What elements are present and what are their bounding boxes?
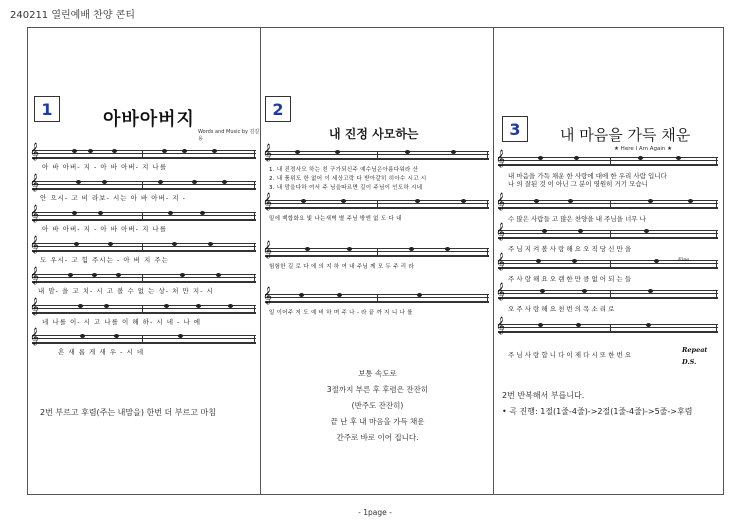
lyric-line: 도 우시- 고 힘 주시는 - 아 버 지 주는 (40, 256, 169, 264)
instruction-line: 3절까지 부른 후 후렴은 잔잔히 (326, 385, 429, 394)
lyric-line: 1. 내 진정사모 하는 친 구가되신주 예수님은아름다워라 산 (269, 167, 419, 173)
lyric-line: 아 바 아버- 지 - 아 바 아버- 지 나를 (42, 163, 167, 171)
song-title-2: 내 진정 사모하는 (329, 127, 419, 141)
music-staff: 𝄞 (32, 150, 256, 159)
lyric-line: 주 님 사 랑 합 니 다 이 제 다 시 또 한 번 요 (508, 351, 632, 359)
music-staff: 𝄞 (498, 230, 718, 239)
song-credit-1: Words and Music by 김길용 (198, 129, 260, 142)
song-column-2 (261, 28, 494, 494)
instruction-line: 간주로 바로 이어 집니다. (336, 433, 419, 442)
lyric-line: 일 이어주 저 도 예 비 하 며 주 나 - 라 끝 까 지 니 나 를 (269, 310, 413, 316)
lyric-line: 밑에 백합화요 빛 나는새벽 별 주님 밖엔 없 도 다 내 (269, 216, 402, 222)
instruction-line: • 곡 진행: 1절(1줄-4줄)->2절(1줄-4줄)->5줄->후렴 (502, 407, 693, 416)
music-staff: 𝄞 (498, 290, 718, 299)
lyric-line: 2. 내 품위도 한 없어 이 세상고락 다 받아갚히 히아수 시고 시 (269, 176, 427, 182)
song-number-2: 2 (265, 96, 291, 122)
song-column-3 (494, 28, 723, 494)
music-staff: 𝄞 (498, 200, 718, 209)
fine-label: Fine (678, 257, 690, 263)
repeat-label: Repeat (682, 346, 708, 354)
music-staff: 𝄞 (498, 324, 718, 333)
music-staff: 𝄞 (32, 274, 256, 283)
music-staff: 𝄞 (32, 305, 256, 314)
lyric-line: 3. 내 맘을다하 여서 주 님을따르면 길이 주님이 인도하 시네 (269, 185, 423, 191)
instruction-line: 보통 속도로 (358, 369, 397, 378)
music-staff: 𝄞 (32, 212, 256, 221)
instruction-line: (반주도 잔잔히) (351, 401, 404, 410)
song-number-1: 1 (34, 96, 60, 122)
lyric-line: 오 주 사 랑 해 요 천 번 의 목 소 리 로 (508, 305, 615, 313)
music-staff: 𝄞 (265, 248, 489, 257)
lyric-line: 흔 새 롭 게 새 우 - 시 네 (58, 348, 145, 356)
lyric-line: 나 의 잘된 것 이 아닌 그 분이 영원히 거기 모습니 (508, 180, 648, 188)
music-staff: 𝄞 (498, 260, 718, 269)
music-staff: 𝄞 (265, 151, 489, 160)
lyric-line: 수 많은 사람들 고 많은 찬양을 내 주님을 너무 나 (508, 215, 646, 223)
music-staff: 𝄞 (32, 181, 256, 190)
song-title-3: 내 마음을 가득 채운 (560, 126, 691, 144)
instruction-line: 2번 반복해서 부릅니다. (502, 391, 585, 400)
music-staff: 𝄞 (265, 294, 489, 303)
ds-label: D.S. (682, 358, 697, 366)
lyric-line: 내 맘- 을 고 치- 시 고 볼 수 없 는 상- 처 만 지- 시 (38, 287, 214, 295)
music-staff: 𝄞 (498, 157, 718, 166)
lyric-line: 내 마음을 가득 채운 한 사랑에 대에 한 우리 사람 입니다 (508, 172, 667, 180)
lyric-line: 험험한 길 로 다 에 의 지 하 여 내 주님 께 모 두 주 리 라 (269, 264, 415, 270)
music-staff: 𝄞 (32, 335, 256, 344)
lyric-line: 네 나를 이- 시 고 나를 이 해 하- 시 네 - 나 에 (42, 318, 202, 326)
song-number-3: 3 (502, 116, 528, 142)
song-subtitle-3: ★ Here I Am Again ★ (614, 146, 673, 152)
song-column-1 (28, 28, 261, 494)
lyric-line: 아 바 아버- 지 - 아 바 아버- 지 나를 (42, 225, 167, 233)
lyric-line: 안 으시- 고 비 라보- 시는 아 바 아버- 지 - (40, 194, 186, 202)
music-staff: 𝄞 (265, 200, 489, 209)
lyric-line: 주 님 지 켜 볼 사 랑 해 요 오 직 당 신 만 을 (508, 245, 632, 253)
lyric-line: 주 사 랑 해 요 오 랜 한 만 큼 없 어 되 는 들 (508, 275, 632, 283)
document-header: 240211 열린예배 찬양 콘티 (10, 10, 135, 21)
song-sheet-frame (27, 27, 724, 495)
song-title-1: 아바아버지 (103, 109, 195, 130)
song-instruction-1: 2번 부르고 후렴(주는 내맘을) 한번 더 부르고 마침 (40, 408, 216, 417)
page-footer: - 1page - (358, 508, 392, 517)
music-staff: 𝄞 (32, 243, 256, 252)
instruction-line: 끝 난 후 내 마음을 가득 채운 (330, 417, 425, 426)
